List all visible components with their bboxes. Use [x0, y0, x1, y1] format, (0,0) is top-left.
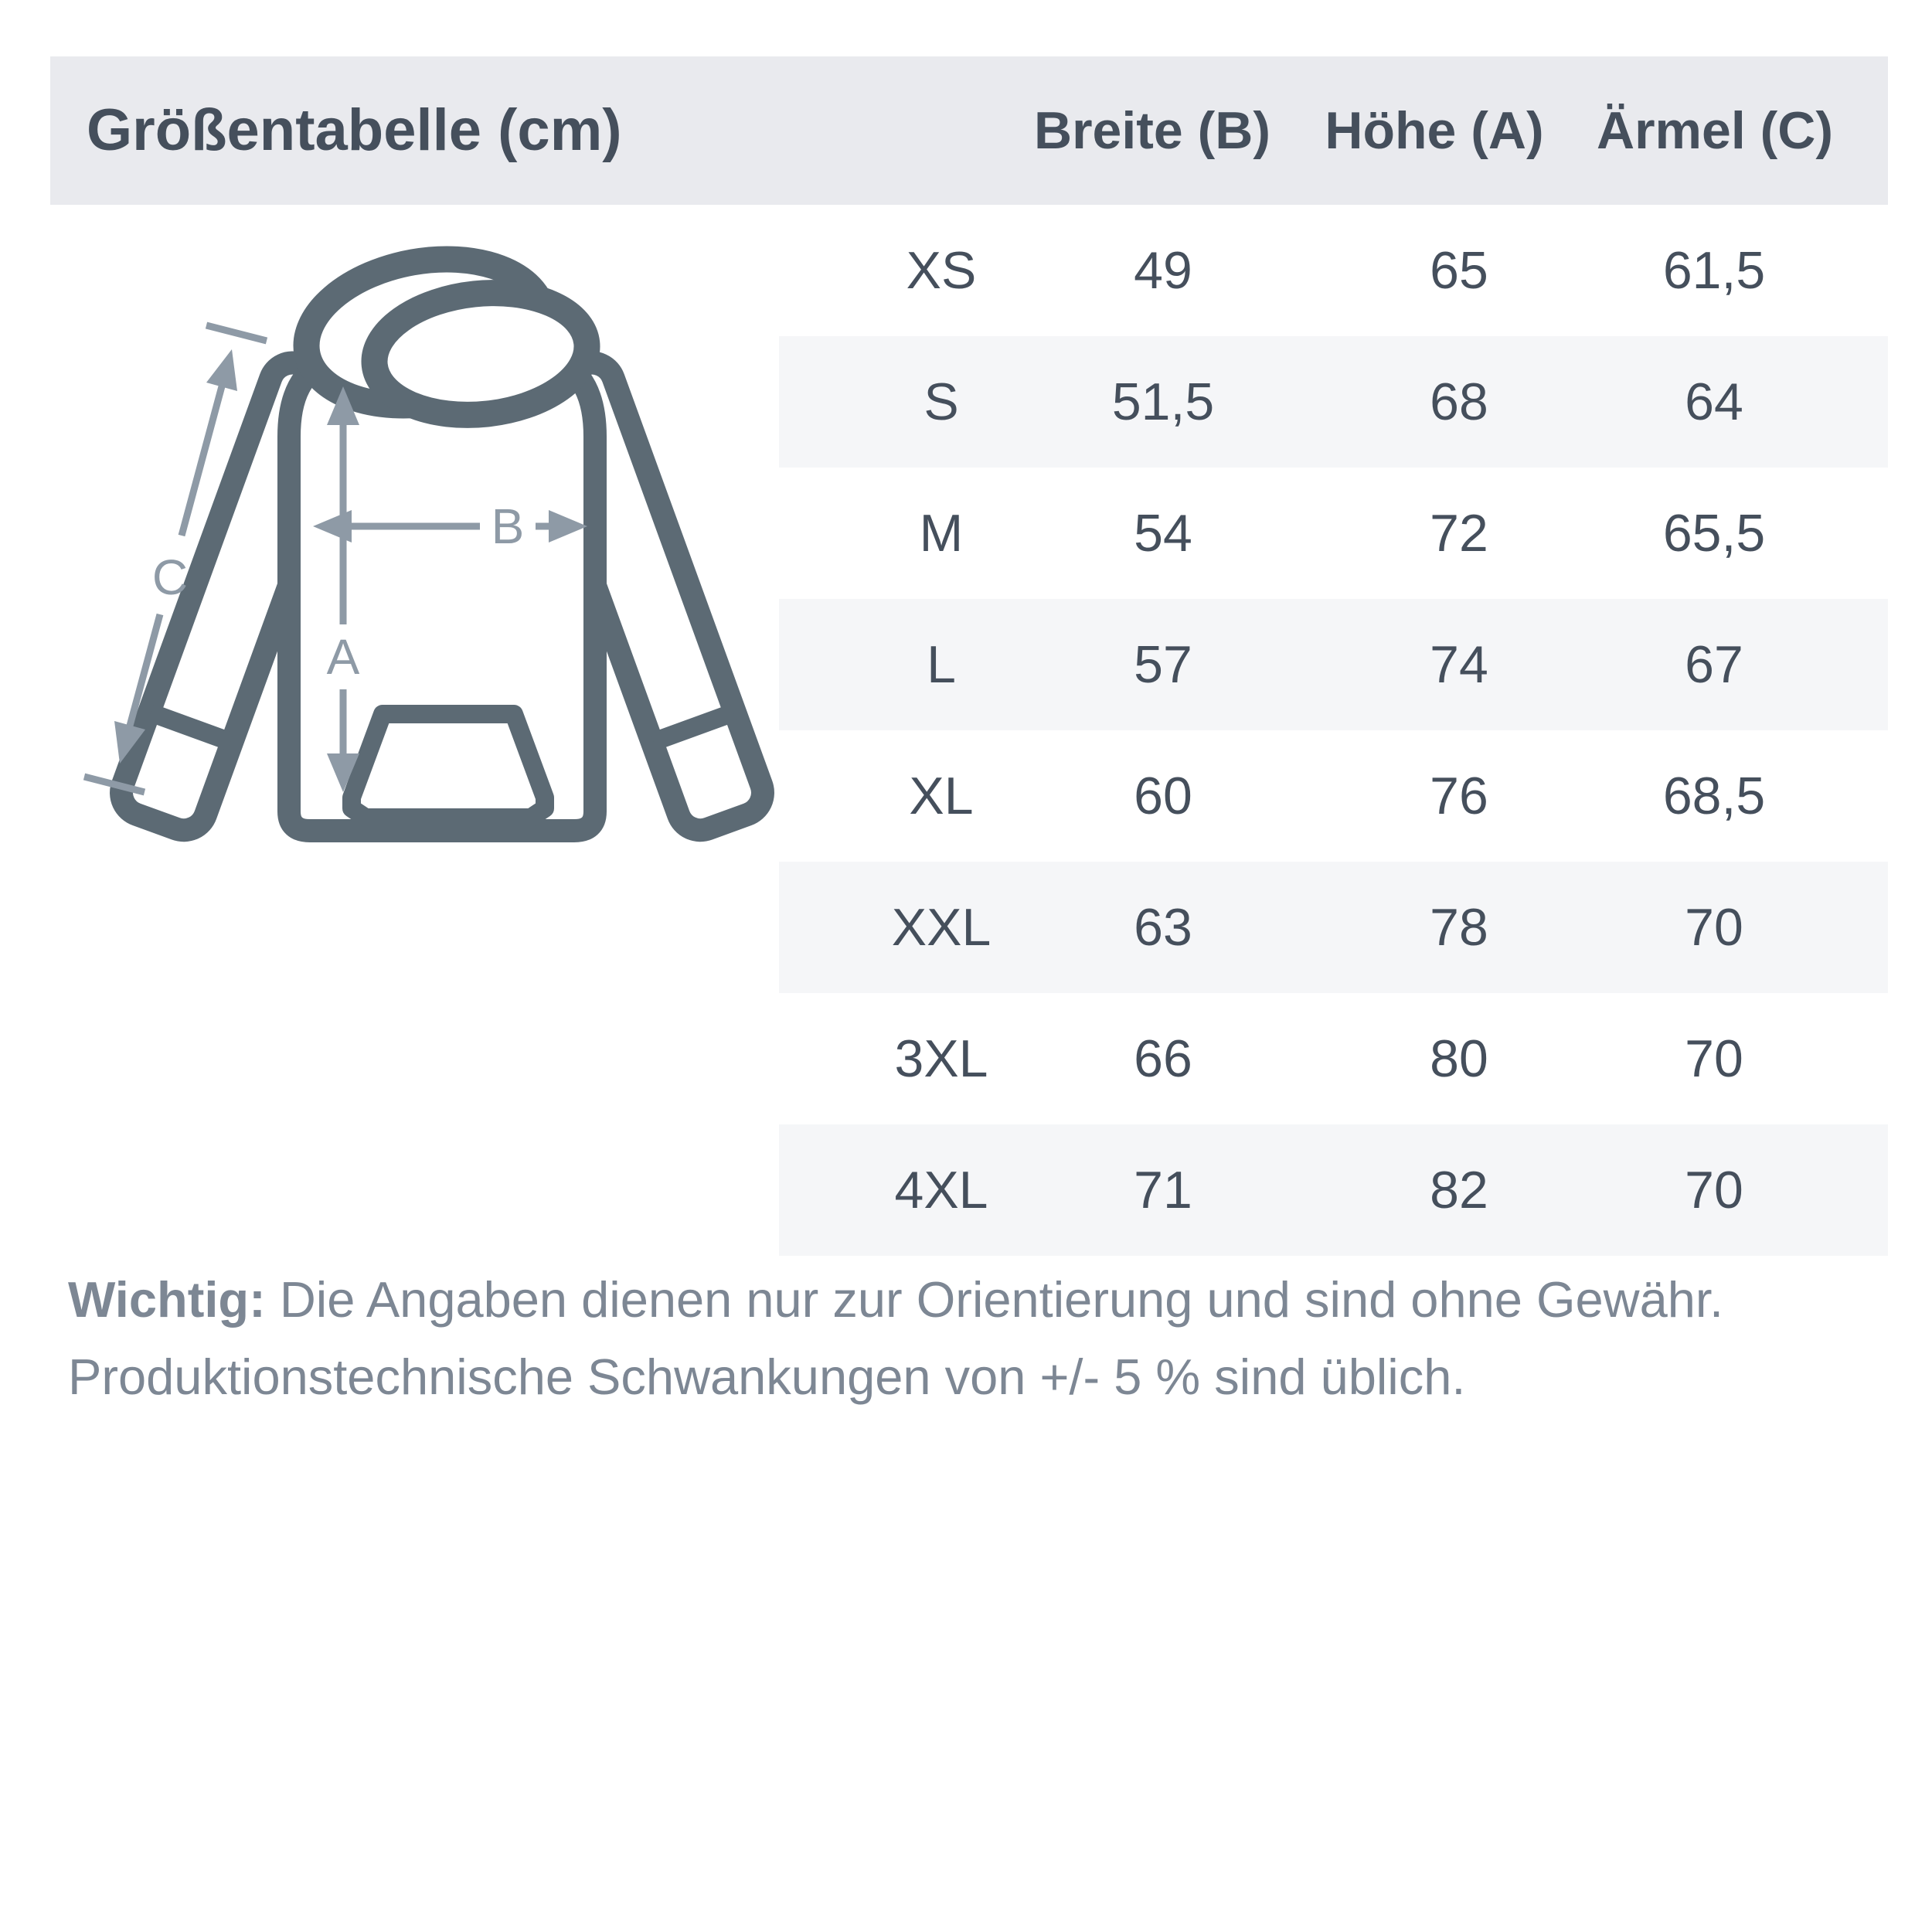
cell-aermel-value: 70: [1685, 898, 1743, 957]
cell-breite-value: 51,5: [1111, 372, 1215, 431]
cell-aermel-value: 64: [1685, 372, 1743, 431]
cell-breite-value: 57: [1134, 635, 1192, 694]
disclaimer-line1: Die Angaben dienen nur zur Orientierung und sind ohne Gewähr.: [279, 1271, 1724, 1328]
hoodie-measurement-diagram: [50, 240, 777, 858]
cell-hoehe-value: 65: [1430, 241, 1488, 300]
size-table: [779, 205, 1888, 1256]
cell-aermel-value: 61,5: [1662, 241, 1766, 300]
measure-label-a: A: [326, 629, 360, 685]
cell-hoehe-value: 78: [1430, 898, 1488, 957]
cell-size-label: XXL: [891, 898, 992, 957]
measure-label-b: B: [491, 498, 525, 554]
cell-breite-value: 54: [1134, 504, 1192, 563]
table-row: [779, 468, 1888, 599]
cell-size-label: S: [923, 372, 959, 431]
cell-breite-value: 71: [1134, 1161, 1192, 1219]
page-title: Größentabelle (cm): [87, 97, 622, 163]
table-row: [779, 205, 1888, 336]
column-header-breite: Breite (B): [1033, 101, 1271, 160]
cell-size-label: 4XL: [894, 1161, 988, 1219]
table-row: [779, 862, 1888, 993]
cell-size-label: 3XL: [894, 1029, 988, 1088]
disclaimer-label: Wichtig:: [68, 1271, 266, 1328]
cell-hoehe-value: 76: [1430, 767, 1488, 825]
table-header-bar: [50, 56, 1888, 205]
table-row: [779, 599, 1888, 730]
table-row: [779, 336, 1888, 468]
pocket-icon: [352, 714, 545, 818]
cell-hoehe-value: 82: [1430, 1161, 1488, 1219]
cell-breite-value: 63: [1134, 898, 1192, 957]
column-header-aermel: Ärmel (C): [1596, 101, 1834, 160]
cell-aermel-value: 67: [1685, 635, 1743, 694]
cell-hoehe-value: 72: [1430, 504, 1488, 563]
cell-hoehe-value: 80: [1430, 1029, 1488, 1088]
cell-aermel-value: 68,5: [1662, 767, 1766, 825]
cell-breite-value: 49: [1134, 241, 1192, 300]
disclaimer-note: [68, 1261, 1869, 1416]
cell-hoehe-value: 68: [1430, 372, 1488, 431]
measure-label-c: C: [151, 549, 189, 605]
disclaimer-line2: Produktionstechnische Schwankungen von +/- 5 % sind üblich.: [68, 1349, 1466, 1405]
cell-size-label: XS: [906, 241, 977, 300]
cell-breite-value: 60: [1134, 767, 1192, 825]
cell-size-label: XL: [909, 767, 974, 825]
table-row: [779, 730, 1888, 862]
cell-size-label: L: [927, 635, 956, 694]
column-header-hoehe: Höhe (A): [1325, 101, 1544, 160]
cell-aermel-value: 70: [1685, 1029, 1743, 1088]
cell-aermel-value: 70: [1685, 1161, 1743, 1219]
cell-size-label: M: [919, 504, 964, 563]
cell-breite-value: 66: [1134, 1029, 1192, 1088]
table-row: [779, 1124, 1888, 1256]
cell-aermel-value: 65,5: [1662, 504, 1766, 563]
cell-hoehe-value: 74: [1430, 635, 1488, 694]
table-row: [779, 993, 1888, 1124]
